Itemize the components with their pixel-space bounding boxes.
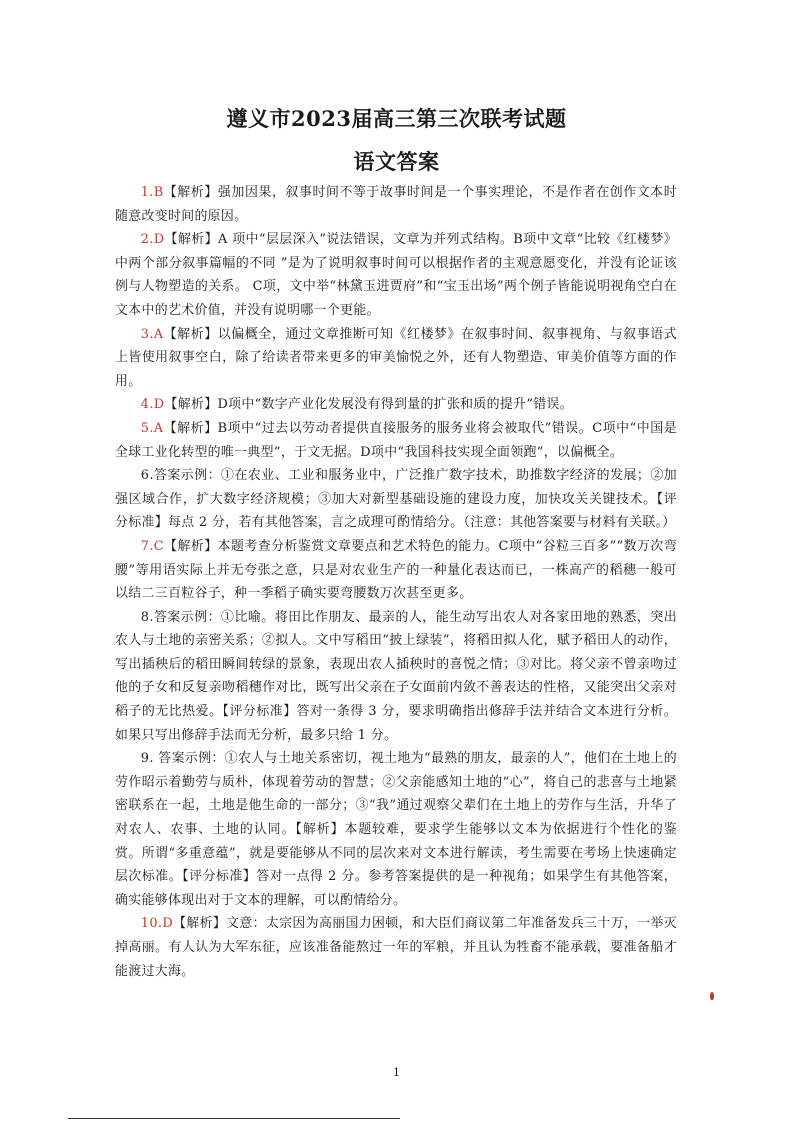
- answer-4-number: 4.D: [140, 397, 165, 413]
- answer-10: [115, 912, 677, 983]
- answer-10-text: 【解析】文意：太宗因为高丽国力困顿，和大臣们商议第二年准备发兵三十万，一举灭掉高丽。有人认为大军东征，应该准备能熬过一年的军粮，并且认为牲畜不能承载，要准备船才能渡过大海。: [115, 916, 677, 979]
- red-ink-mark: [710, 992, 714, 1000]
- answer-9-number: 9.: [140, 751, 154, 767]
- answer-list: [115, 181, 677, 983]
- document-title: 遵义市2023届高三第三次联考试题: [226, 106, 567, 131]
- answer-1-text: 【解析】强加因果，叙事时间不等于故事时间是一个事实理论，不是作者在创作文本时随意改变时间的原因。: [115, 185, 677, 224]
- answer-9: [115, 747, 677, 912]
- answer-3: [115, 323, 677, 394]
- answer-5-text: 【解析】B项中“过去以劳动者提供直接服务的服务业将会被取代”错误。C项中“中国是全球工业化转型的唯一典型”，于文无据。D项中“我国科技实现全面领跑”，以偏概全。: [115, 420, 677, 460]
- document-subtitle: 语文答案: [353, 149, 440, 174]
- answer-1: [115, 181, 677, 228]
- answer-2: [115, 228, 677, 322]
- answer-2-number: 2.D: [140, 232, 165, 248]
- answer-7-number: 7.C: [140, 538, 165, 554]
- answer-4: [115, 393, 677, 417]
- answer-3-number: 3.A: [140, 326, 164, 342]
- answer-3-text: 【解析】以偏概全，通过文章推断可知《红楼梦》在叙事时间、叙事视角、与叙事语式上皆使用叙事空白，除了给读者带来更多的审美愉悦之外，还有人物塑造、审美价值等方面的作用。: [115, 326, 677, 389]
- answer-6-text: 答案示例：①在农业、工业和服务业中，广泛推广数字技术，助推数字经济的发展；②加强区域合作，扩大数字经济规模；③加大对新型基础设施的建设力度，加快攻关关键技术。【评分标准】每点 2 分，若有其他答案，言之成理可酌情给分。（注意：其他答案要与材料有关联。）: [115, 468, 677, 531]
- answer-8-number: 8.: [140, 609, 154, 625]
- answer-4-text: 【解析】D项中“数字产业化发展没有得到量的扩张和质的提升”错误。: [164, 397, 574, 413]
- answer-5: [115, 417, 677, 464]
- answer-10-number: 10.D: [140, 916, 174, 932]
- answer-1-number: 1.B: [140, 185, 164, 200]
- bottom-divider: [68, 1118, 400, 1119]
- answer-6-number: 6.: [140, 468, 154, 484]
- page-number: 1: [393, 1066, 400, 1079]
- answer-8: [115, 606, 677, 748]
- answer-2-text: 【解析】A 项中“层层深入”说法错误，文章为并列式结构。B项中文章“比较《红楼梦》中两个部分叙事篇幅的不同 ”是为了说明叙事时间可以根据作者的主观意愿变化，并没有论证该例与人物塑造的关系。 C项，文中举“林黛玉进贾府”和“宝玉出场”两个例子皆能说明视角空白在文本中的艺术价值，并没有说明哪一个更能。: [115, 232, 677, 318]
- answer-7: [115, 535, 677, 606]
- answer-6: [115, 464, 677, 535]
- answer-7-text: 【解析】本题考查分析鉴赏文章要点和艺术特色的能力。C项中“谷粒三百多”“数万次弯腰”等用语实际上并无夸张之意，只是对农业生产的一种量化表达而已，一株高产的稻穗一般可以结二三百粒谷子，种一季稻子确实要弯腰数万次甚至更多。: [115, 538, 677, 602]
- answer-8-text: 答案示例：①比喻。将田比作朋友、最亲的人，能生动写出农人对各家田地的熟悉，突出农人与土地的亲密关系；②拟人。文中写稻田“披上绿装”，将稻田拟人化，赋予稻田人的动作，写出插秧后的稻田瞬间转绿的景象，表现出农人插秧时的喜悦之情；③对比。将父亲不曾亲吻过他的子女和反复亲吻稻穗作对比，既写出父亲在子女面前内敛不善表达的性格，又能突出父亲对稻子的无比热爱。【评分标准】答对一条得 3 分，要求明确指出修辞手法并结合文本进行分析。如果只写出修辞手法而无分析，最多只给 1 分。: [115, 609, 677, 743]
- answer-5-number: 5.A: [140, 420, 164, 436]
- answer-9-text: 答案示例：①农人与土地关系密切，视土地为“最熟的朋友，最亲的人”，他们在土地上的劳作昭示着勤劳与质朴，体现着劳动的智慧；②父亲能感知土地的“心”，将自己的悲喜与土地紧密联系在一起，土地是他生命的一部分；③“我”通过观察父辈们在土地上的劳作与生活，升华了对农人、农事、土地的认同。【解析】本题较难，要求学生能够以文本为依据进行个性化的鉴赏。所谓“多重意蕴”，就是要能够从不同的层次来对文本进行解读，考生需要在考场上快速确定层次标准。【评分标准】答对一点得 2 分。参考答案提供的是一种视角；如果学生有其他答案，确实能够体现出对于文本的理解，可以酌情给分。: [115, 751, 677, 908]
